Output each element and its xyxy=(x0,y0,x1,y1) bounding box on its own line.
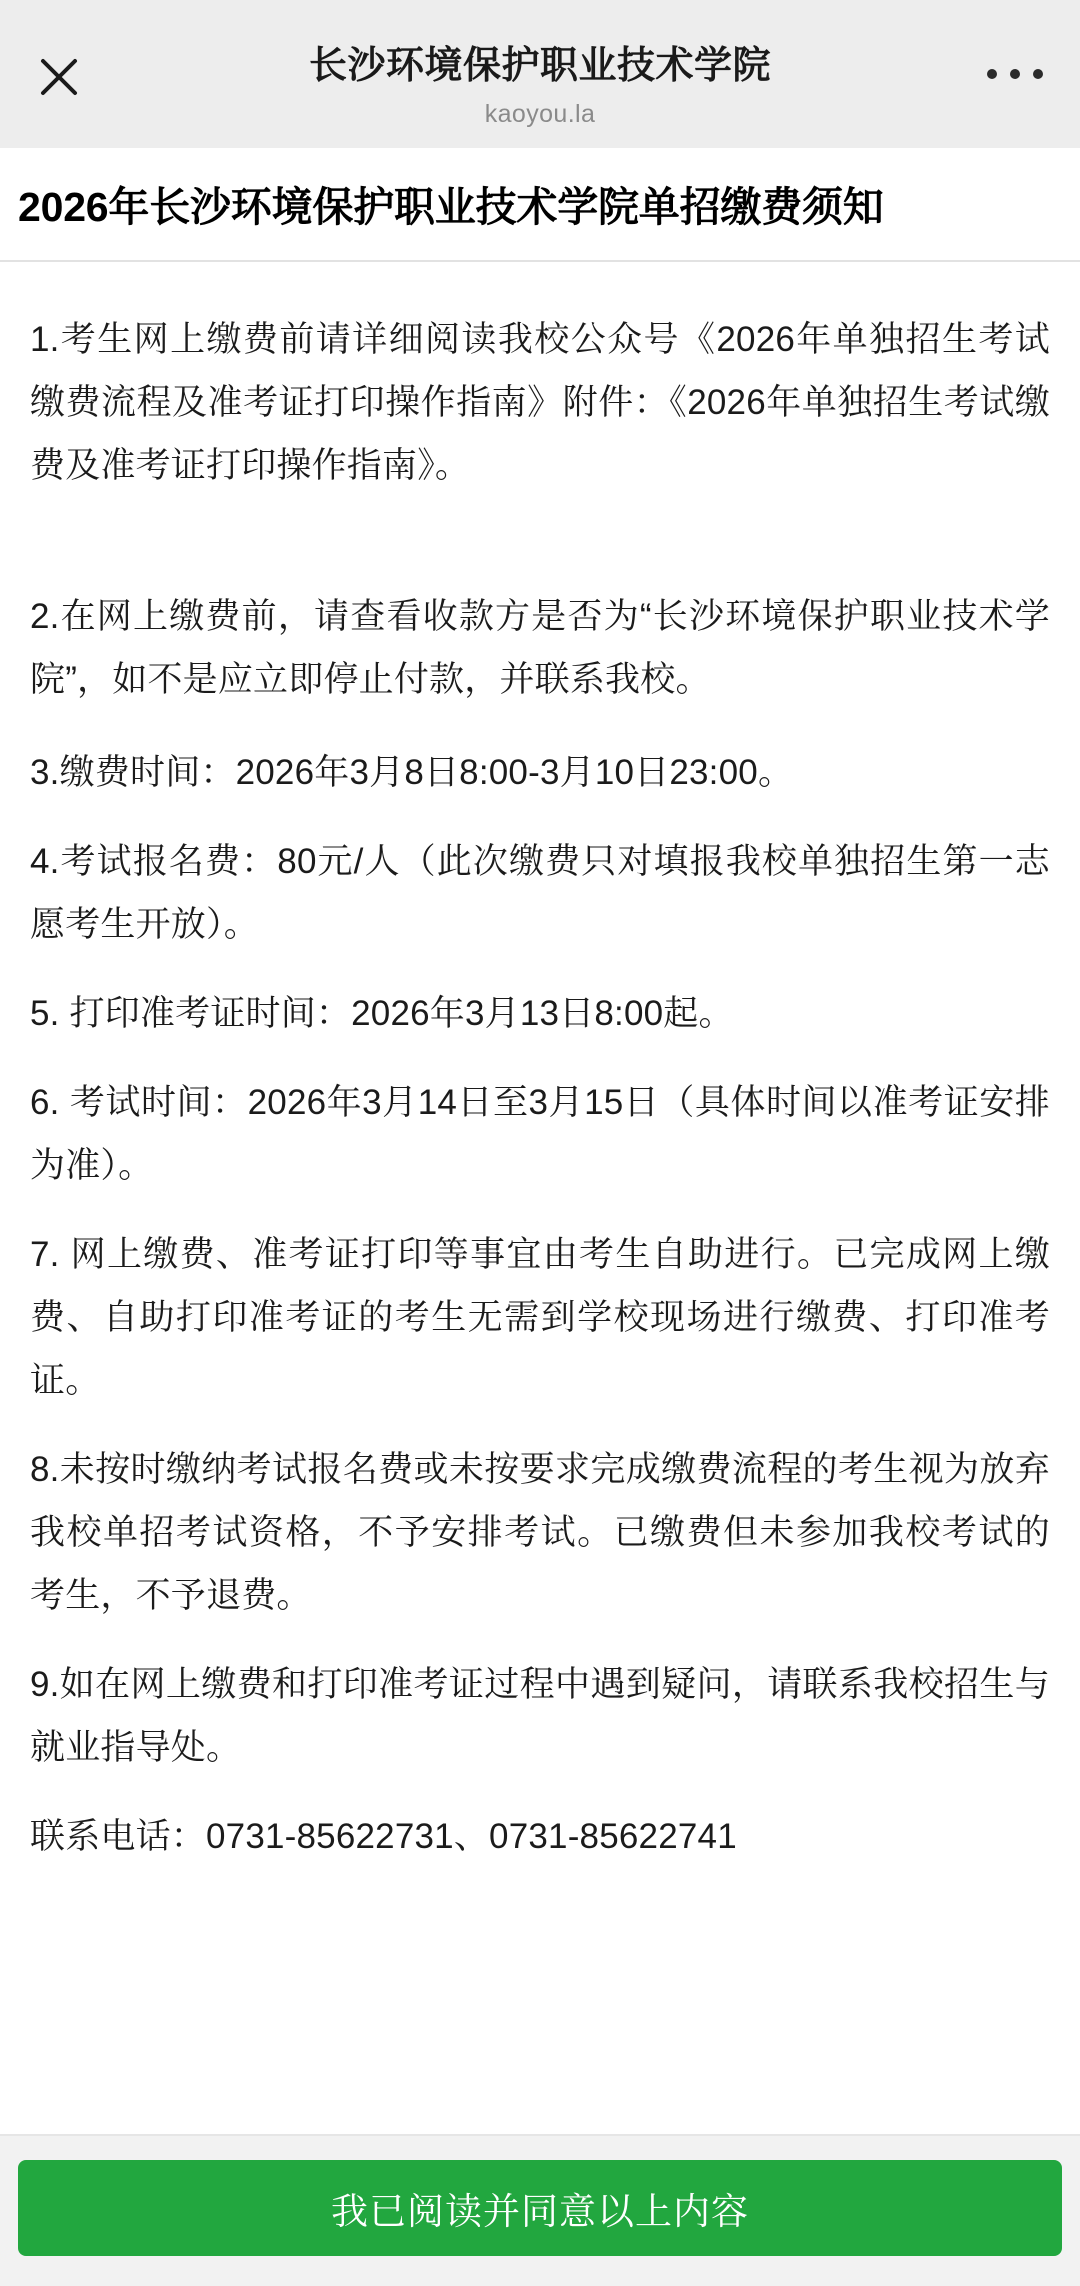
close-icon[interactable] xyxy=(30,48,88,106)
bottom-action-bar xyxy=(0,2134,1080,2286)
paragraph-1: 1.考生网上缴费前请详细阅读我校公众号《2026年单独招生考试缴费流程及准考证打印操作指南》附件：《2026年单独招生考试缴费及准考证打印操作指南》。 xyxy=(30,320,1050,485)
more-options-icon[interactable] xyxy=(984,46,1046,102)
contact-phone-line: 联系电话：0731-85622731、0731-85622741 xyxy=(30,1817,737,1856)
nav-title-group xyxy=(0,40,1080,133)
page-title: 长沙环境保护职业技术学院 xyxy=(308,45,771,87)
paragraph-6: 6. 考试时间：2026年3月14日至3月15日（具体时间以准考证安排为准）。 xyxy=(30,1083,1050,1185)
paragraph-8: 8.未按时缴纳考试报名费或未按要求完成缴费流程的考生视为放弃我校单招考试资格，不予安排考试。已缴费但未参加我校考试的考生，不予退费。 xyxy=(30,1450,1050,1615)
paragraph-3: 3.缴费时间：2026年3月8日8:00-3月10日23:00。 xyxy=(30,753,794,792)
bottom-bar-divider xyxy=(0,2134,1080,2136)
paragraph-4: 4.考试报名费：80元/人（此次缴费只对填报我校单独招生第一志愿考生开放）。 xyxy=(30,842,1050,944)
agree-button[interactable]: 我已阅读并同意以上内容 xyxy=(18,2160,1062,2256)
paragraph-9: 9.如在网上缴费和打印准考证过程中遇到疑问，请联系我校招生与就业指导处。 xyxy=(30,1665,1050,1767)
paragraph-2: 2.在网上缴费前，请查看收款方是否为“长沙环境保护职业技术学院”，如不是应立即停止付款，并联系我校。 xyxy=(30,597,1050,699)
article-title: 2026年长沙环境保护职业技术学院单招缴费须知 xyxy=(18,184,884,230)
paragraph-7: 7. 网上缴费、准考证打印等事宜由考生自助进行。已完成网上缴费、自助打印准考证的考生无需到学校现场进行缴费、打印准考证。 xyxy=(30,1235,1050,1400)
article-body xyxy=(0,262,1080,1868)
top-navigation-bar xyxy=(0,0,1080,148)
page-subtitle-domain: kaoyou.la xyxy=(484,100,596,128)
article-container xyxy=(0,148,1080,1938)
paragraph-5: 5. 打印准考证时间：2026年3月13日8:00起。 xyxy=(30,994,734,1033)
